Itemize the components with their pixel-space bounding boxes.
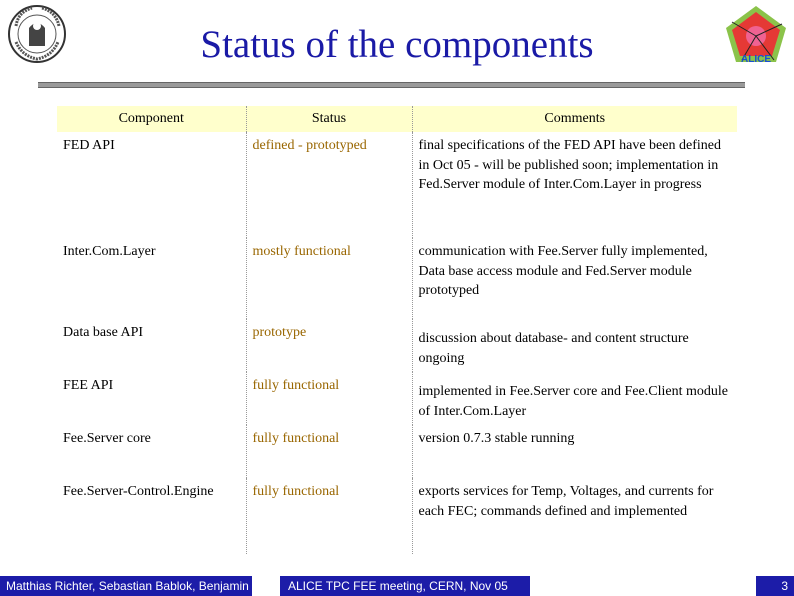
- column-header-comments: Comments: [412, 106, 737, 132]
- column-header-component: Component: [57, 106, 246, 132]
- title-divider: [38, 82, 745, 88]
- comment-cell: version 0.7.3 stable running: [418, 431, 575, 446]
- page-number: 3: [756, 576, 794, 596]
- slide-title: Status of the components: [200, 23, 594, 66]
- component-cell: Fee.Server core: [57, 425, 246, 478]
- table-row: [57, 372, 737, 425]
- comment-cell: communication with Fee.Server fully implemented, Data base access module and Fed.Server module prototyped: [418, 244, 708, 298]
- component-cell: FEE API: [57, 372, 246, 425]
- comment-cell: discussion about database- and content structure ongoing: [418, 331, 689, 366]
- status-table: [57, 106, 737, 554]
- status-cell: prototype: [246, 319, 412, 372]
- component-cell: FED API: [57, 132, 246, 238]
- status-cell: fully functional: [246, 372, 412, 425]
- component-cell: Data base API: [57, 319, 246, 372]
- table-header-row: [57, 106, 737, 132]
- table-row: [57, 132, 737, 238]
- status-cell: mostly functional: [246, 238, 412, 319]
- component-cell: Fee.Server-Control.Engine: [57, 478, 246, 554]
- table-row: [57, 478, 737, 554]
- svg-text:ALICE: ALICE: [741, 54, 771, 65]
- status-cell: fully functional: [246, 478, 412, 554]
- status-cell: fully functional: [246, 425, 412, 478]
- column-header-status: Status: [246, 106, 412, 132]
- component-cell: Inter.Com.Layer: [57, 238, 246, 319]
- comment-cell: exports services for Temp, Voltages, and currents for each FEC; commands defined and implemented: [418, 484, 714, 519]
- table-row: [57, 319, 737, 372]
- table-row: [57, 238, 737, 319]
- comment-cell: implemented in Fee.Server core and Fee.Client module of Inter.Com.Layer: [418, 384, 728, 419]
- footer-meeting: ALICE TPC FEE meeting, CERN, Nov 05: [280, 576, 530, 596]
- status-cell: defined - prototyped: [246, 132, 412, 238]
- comment-cell: final specifications of the FED API have been defined in Oct 05 - will be published soon; implementation in Fed.Server module of Inter.Com.Layer in progress: [418, 138, 721, 192]
- footer-authors: Matthias Richter, Sebastian Bablok, Benjamin: [0, 576, 252, 596]
- table-row: [57, 425, 737, 478]
